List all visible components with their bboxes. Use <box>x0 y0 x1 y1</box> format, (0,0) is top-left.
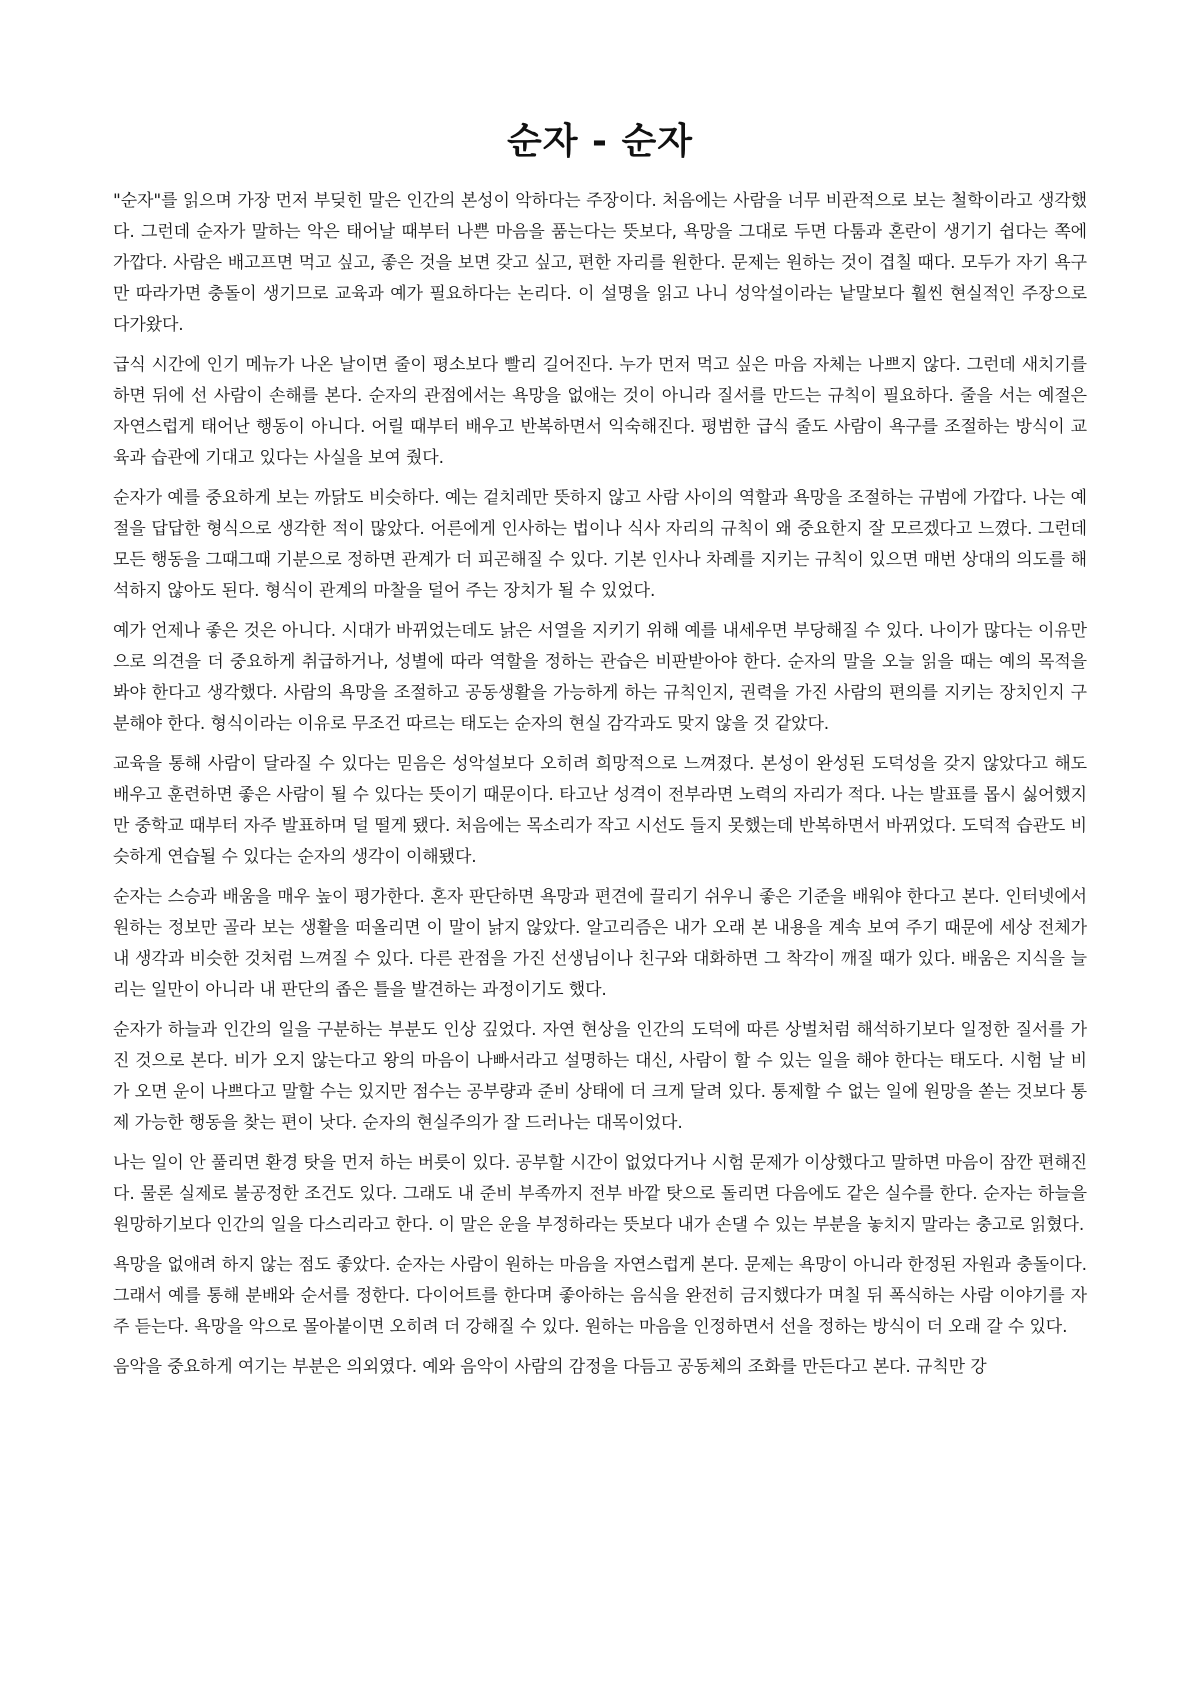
paragraph: "순자"를 읽으며 가장 먼저 부딪힌 말은 인간의 본성이 악하다는 주장이다. 처음에는 사람을 너무 비관적으로 보는 철학이라고 생각했다. 그런데 순자가 말하는 악은 태어날 때부터 나쁜 마음을 품는다는 뜻보다, 욕망을 그대로 두면 다툼과 혼란이 생기기 쉽다는 쪽에 가깝다. 사람은 배고프면 먹고 싶고, 좋은 것을 보면 갖고 싶고, 편한 자리를 원한다. 문제는 원하는 것이 겹칠 때다. 모두가 자기 욕구만 따라가면 충돌이 생기므로 교육과 예가 필요하다는 논리다. 이 설명을 읽고 나니 성악설이라는 낱말보다 훨씬 현실적인 주장으로 다가왔다. <box>113 191 1087 335</box>
paragraph: 순자가 예를 중요하게 보는 까닭도 비슷하다. 예는 겉치레만 뜻하지 않고 사람 사이의 역할과 욕망을 조절하는 규범에 가깝다. 나는 예절을 답답한 형식으로 생각한 적이 많았다. 어른에게 인사하는 법이나 식사 자리의 규칙이 왜 중요한지 잘 모르겠다고 느꼈다. 그런데 모든 행동을 그때그때 기분으로 정하면 관계가 더 피곤해질 수 있다. 기본 인사나 차례를 지키는 규칙이 있으면 매번 상대의 의도를 해석하지 않아도 된다. 형식이 관계의 마찰을 덜어 주는 장치가 될 수 있었다. <box>113 488 1087 601</box>
paragraph: 음악을 중요하게 여기는 부분은 의외였다. 예와 음악이 사람의 감정을 다듬고 공동체의 조화를 만든다고 본다. 규칙만 강 <box>113 1357 987 1377</box>
paragraph: 순자가 하늘과 인간의 일을 구분하는 부분도 인상 깊었다. 자연 현상을 인간의 도덕에 따른 상벌처럼 해석하기보다 일정한 질서를 가진 것으로 본다. 비가 오지 않는다고 왕의 마음이 나빠서라고 설명하는 대신, 사람이 할 수 있는 일을 해야 한다는 태도다. 시험 날 비가 오면 운이 나쁘다고 말할 수는 있지만 점수는 공부량과 준비 상태에 더 크게 달려 있다. 통제할 수 없는 일에 원망을 쏟는 것보다 통제 가능한 행동을 찾는 편이 낫다. 순자의 현실주의가 잘 드러나는 대목이었다. <box>113 1020 1087 1133</box>
paragraph: 급식 시간에 인기 메뉴가 나온 날이면 줄이 평소보다 빨리 길어진다. 누가 먼저 먹고 싶은 마음 자체는 나쁘지 않다. 그런데 새치기를 하면 뒤에 선 사람이 손해를 본다. 순자의 관점에서는 욕망을 없애는 것이 아니라 질서를 만드는 규칙이 필요하다. 줄을 서는 예절은 자연스럽게 태어난 행동이 아니다. 어릴 때부터 배우고 반복하면서 익숙해진다. 평범한 급식 줄도 사람이 욕구를 조절하는 방식이 교육과 습관에 기대고 있다는 사실을 보여 줬다. <box>113 355 1087 468</box>
paragraph: 나는 일이 안 풀리면 환경 탓을 먼저 하는 버릇이 있다. 공부할 시간이 없었다거나 시험 문제가 이상했다고 말하면 마음이 잠깐 편해진다. 물론 실제로 불공정한 조건도 있다. 그래도 내 준비 부족까지 전부 바깥 탓으로 돌리면 다음에도 같은 실수를 한다. 순자는 하늘을 원망하기보다 인간의 일을 다스리라고 한다. 이 말은 운을 부정하라는 뜻보다 내가 손댈 수 있는 부분을 놓치지 말라는 충고로 읽혔다. <box>113 1153 1087 1235</box>
document-body <box>113 186 1087 1383</box>
paragraph: 순자는 스승과 배움을 매우 높이 평가한다. 혼자 판단하면 욕망과 편견에 끌리기 쉬우니 좋은 기준을 배워야 한다고 본다. 인터넷에서 원하는 정보만 골라 보는 생활을 떠올리면 이 말이 낡지 않았다. 알고리즘은 내가 오래 본 내용을 계속 보여 주기 때문에 세상 전체가 내 생각과 비슷한 것처럼 느껴질 수 있다. 다른 관점을 가진 선생님이나 친구와 대화하면 그 착각이 깨질 때가 있다. 배움은 지식을 늘리는 일만이 아니라 내 판단의 좁은 틀을 발견하는 과정이기도 했다. <box>113 887 1087 1000</box>
paragraph: 예가 언제나 좋은 것은 아니다. 시대가 바뀌었는데도 낡은 서열을 지키기 위해 예를 내세우면 부당해질 수 있다. 나이가 많다는 이유만으로 의견을 더 중요하게 취급하거나, 성별에 따라 역할을 정하는 관습은 비판받아야 한다. 순자의 말을 오늘 읽을 때는 예의 목적을 봐야 한다고 생각했다. 사람의 욕망을 조절하고 공동생활을 가능하게 하는 규칙인지, 권력을 가진 사람의 편의를 지키는 장치인지 구분해야 한다. 형식이라는 이유로 무조건 따르는 태도는 순자의 현실 감각과도 맞지 않을 것 같았다. <box>113 621 1087 734</box>
paragraph: 욕망을 없애려 하지 않는 점도 좋았다. 순자는 사람이 원하는 마음을 자연스럽게 본다. 문제는 욕망이 아니라 한정된 자원과 충돌이다. 그래서 예를 통해 분배와 순서를 정한다. 다이어트를 한다며 좋아하는 음식을 완전히 금지했다가 며칠 뒤 폭식하는 사람 이야기를 자주 듣는다. 욕망을 악으로 몰아붙이면 오히려 더 강해질 수 있다. 원하는 마음을 인정하면서 선을 정하는 방식이 더 오래 갈 수 있다. <box>113 1255 1087 1337</box>
paragraph: 교육을 통해 사람이 달라질 수 있다는 믿음은 성악설보다 오히려 희망적으로 느껴졌다. 본성이 완성된 도덕성을 갖지 않았다고 해도 배우고 훈련하면 좋은 사람이 될 수 있다는 뜻이기 때문이다. 타고난 성격이 전부라면 노력의 자리가 적다. 나는 발표를 몹시 싫어했지만 중학교 때부터 자주 발표하며 덜 떨게 됐다. 처음에는 목소리가 작고 시선도 들지 못했는데 반복하면서 바뀌었다. 도덕적 습관도 비슷하게 연습될 수 있다는 순자의 생각이 이해됐다. <box>113 754 1087 867</box>
document-title: 순자 - 순자 <box>506 121 694 162</box>
